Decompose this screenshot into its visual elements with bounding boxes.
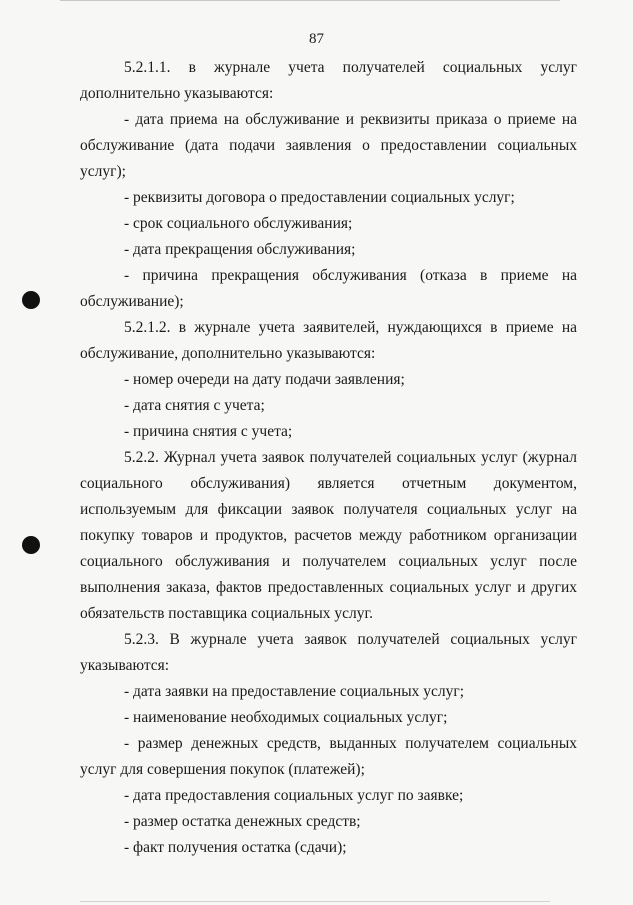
list-item: - дата прекращения обслуживания; (124, 241, 356, 258)
list-item: - причина снятия с учета; (124, 423, 293, 440)
list-item: - размер остатка денежных средств; (124, 813, 361, 830)
list-item: - факт получения остатка (сдачи); (124, 839, 347, 856)
list-item: - номер очереди на дату подачи заявления; (124, 371, 405, 388)
list-item: - реквизиты договора о предоставлении социальных услуг; (124, 189, 515, 206)
list-item: - дата снятия с учета; (124, 397, 265, 414)
list-item: - причина прекращения обслуживания (отказа в приеме на обслуживание); (80, 267, 577, 310)
list-item: - размер денежных средств, выданных получателем социальных услуг для совершения покупок (платежей); (80, 735, 577, 778)
punch-hole (22, 291, 40, 309)
list-item: - наименование необходимых социальных услуг; (124, 709, 448, 726)
page-number: 87 (309, 31, 324, 47)
list-item: - дата заявки на предоставление социальных услуг; (124, 683, 465, 700)
paragraph: 5.2.2. Журнал учета заявок получателей социальных услуг (журнал социального обслуживания) является отчетным документом, используемым для фиксации заявок получателя социальных услуг на покупку товаров и продуктов, расчетов между работником организации социального обслуживания и получателем социальных услуг после выполнения заказа, фактов предоставленных социальных услуг и других обязательств поставщика социальных услуг. (80, 449, 577, 622)
list-item: - дата приема на обслуживание и реквизиты приказа о приеме на обслуживание (дата подачи заявления о предоставлении социальных услуг); (80, 111, 577, 180)
list-item: - дата предоставления социальных услуг по заявке; (124, 787, 464, 804)
list-item: - срок социального обслуживания; (124, 215, 353, 232)
scan-edge-top (60, 0, 560, 1)
punch-hole (22, 536, 40, 554)
scan-edge-bottom (80, 901, 550, 902)
document-body (80, 55, 577, 861)
paragraph: 5.2.1.2. в журнале учета заявителей, нуждающихся в приеме на обслуживание, дополнительно указываются: (80, 319, 577, 362)
paragraph: 5.2.1.1. в журнале учета получателей социальных услуг дополнительно указываются: (80, 59, 577, 102)
paragraph: 5.2.3. В журнале учета заявок получателей социальных услуг указываются: (80, 631, 577, 674)
